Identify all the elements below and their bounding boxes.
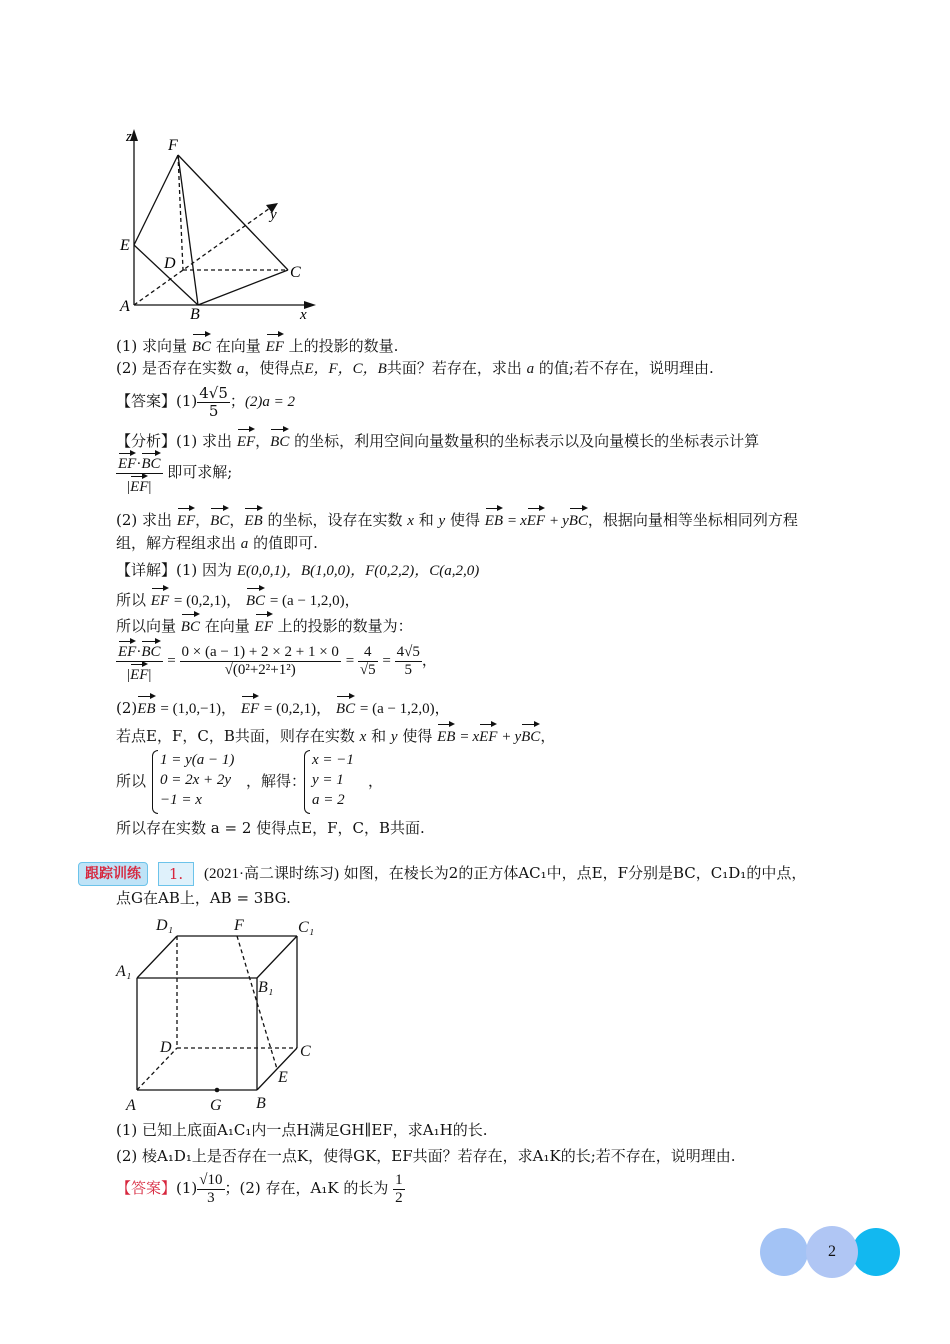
proj-r2-den: 5	[404, 661, 412, 678]
answer-fraction	[197, 385, 230, 420]
label-y: y	[270, 207, 277, 223]
proj-r1-num: 4	[358, 644, 378, 662]
detail-coords: E(0,0,1)，B(1,0,0)，F(0,2,2)，C(a,2,0)	[236, 563, 480, 579]
analysis-l3a: (2) 求出	[116, 511, 173, 529]
practice-answer-label: 【答案】	[116, 1179, 177, 1197]
analysis-comma: ，	[255, 432, 271, 450]
label-z: z	[126, 129, 132, 145]
vector-bc: BC	[569, 506, 588, 531]
label-F: F	[168, 137, 178, 154]
detail-l6b: 使得	[402, 727, 433, 745]
practice-source: (2021·高二课时练习)	[204, 866, 339, 882]
vector-bc: BC	[192, 332, 211, 357]
vector-ef: EF	[255, 612, 273, 637]
detail-l3-post: 上的投影的数量为：	[277, 617, 413, 635]
label-C1: C₁	[298, 919, 315, 936]
vector-ef: EF	[527, 506, 545, 531]
proj-r1-den: √5	[359, 661, 376, 678]
detail-bc-value2: = (a − 1,2,0)，	[359, 701, 450, 717]
var-y: y	[438, 513, 446, 529]
practice-ans-frac2	[393, 1172, 405, 1207]
proj-den: √(0²+2²+1²)	[224, 661, 296, 678]
practice-answer	[116, 1166, 405, 1210]
system-solution	[312, 750, 354, 810]
var-a: a	[240, 536, 249, 552]
detail-l1: (1) 因为	[176, 561, 233, 579]
answer-label: 【答案】	[116, 392, 177, 410]
vector-ef: EF	[479, 722, 497, 747]
q1-part2-tail: 共面？若存在，求出	[386, 359, 522, 377]
vector-bc: BC	[336, 694, 355, 719]
equation-3: −1 = x	[160, 792, 202, 808]
system-equations	[160, 750, 234, 810]
var-x: x	[520, 513, 527, 529]
detail-bc-value: = (a − 1,2,0)，	[269, 593, 360, 609]
detail-l5-pre: (2)	[116, 699, 138, 717]
answer-frac-den: 5	[208, 401, 219, 420]
detail-l3-mid: 在向量	[204, 617, 250, 635]
answer-p2: (2)a = 2	[244, 394, 296, 410]
detail-l2-pre: 所以	[116, 591, 147, 609]
detail-eb-value: = (1,0,−1)，	[160, 701, 237, 717]
vector-bc: BC	[141, 639, 160, 661]
detail-line-6: 若点E，F，C，B共面，则存在实数 x 和 y 使得 EB = xEF + yBC，	[116, 722, 555, 747]
vector-bc: BC	[270, 427, 289, 452]
solution-x: x = −1	[312, 752, 354, 768]
equation-2: 0 = 2x + 2y	[160, 772, 232, 788]
var-y: y	[390, 729, 398, 745]
label-D: D	[160, 1039, 172, 1056]
system-mid: ，解得：	[246, 772, 307, 790]
analysis-l3c: 使得	[449, 511, 480, 529]
figure-tetrahedron	[110, 125, 325, 320]
equation-1: 1 = y(a − 1)	[160, 752, 235, 768]
label-E: E	[120, 237, 130, 254]
analysis-l3d: ，根据向量相等坐标相同列方程	[587, 511, 798, 529]
label-C: C	[300, 1043, 311, 1060]
vector-ef: EF	[237, 427, 255, 452]
detail-projection-formula: $\frac{EF\cdot BC}{|EF|}$ = $\frac{0 \times (a - 1) + 2 \times 2 + 1 \times 0}{\text{√(0²+2²+1²)}}$ = $\frac{4}{√5}$ = $\frac{4√5}{5}$ ，	[116, 636, 437, 685]
answer-1	[116, 383, 295, 420]
vector-ef: EF	[151, 586, 169, 611]
var-y: y	[514, 729, 522, 745]
q1-part2-pre: (2) 是否存在实数	[116, 359, 233, 377]
vector-bc: BC	[181, 612, 200, 637]
page-number: 2	[806, 1226, 858, 1278]
analysis-l1a: (1) 求出	[176, 432, 233, 450]
analysis-l3b: 的坐标，设存在实数	[267, 511, 403, 529]
label-D: D	[164, 255, 176, 272]
practice-text1: 如图，在棱长为2的正方体AC₁中，点E，F分别是BC，C₁D₁的中点，	[343, 864, 807, 882]
var-x: x	[359, 729, 367, 745]
vector-ef: EF	[118, 451, 136, 473]
detail-line-1	[116, 560, 479, 581]
q1-part2-a2: a	[526, 361, 535, 377]
label-G: G	[210, 1097, 222, 1114]
vector-eb: EB	[485, 506, 503, 531]
system-brace	[152, 750, 158, 814]
y-axis-hidden	[134, 208, 270, 305]
vector-ef: EF	[130, 662, 148, 684]
label-A: A	[120, 298, 130, 315]
page-deco-right	[852, 1228, 900, 1276]
vector-bc: BC	[141, 451, 160, 473]
proj-num: 0 × (a − 1) + 2 × 2 + 1 × 0	[181, 643, 339, 660]
proj-frac-1: $\frac{EF\cdot BC}{|EF|}$	[116, 639, 163, 684]
solution-y: y = 1	[312, 772, 344, 788]
analysis-and: 和	[418, 511, 434, 529]
detail-l6: 若点E，F，C，B共面，则存在实数	[116, 727, 355, 745]
system-prefix: 所以	[116, 772, 147, 790]
edge-C1B1	[257, 936, 297, 978]
vector-eb: EB	[437, 722, 455, 747]
detail-ef-value2: = (0,2,1)，	[263, 701, 332, 717]
vector-bc: BC	[521, 722, 540, 747]
analysis-l4b: 的值即可.	[253, 534, 318, 552]
label-F: F	[234, 917, 244, 934]
page-deco-left	[760, 1228, 808, 1276]
proj-r2-num: 4√5	[396, 643, 420, 660]
practice-ans-mid: ；(2) 存在，A₁K 的长为	[224, 1179, 389, 1197]
q1-part2-points: E，F，C，B	[304, 361, 387, 377]
practice-text2: 点G在AB上，AB = 3BG.	[116, 889, 291, 907]
proj-frac-2	[180, 644, 341, 679]
question-part-1	[116, 332, 398, 357]
ans-num2: 1	[395, 1171, 403, 1188]
proj-frac-3	[358, 644, 378, 679]
comma: ，	[229, 511, 245, 529]
practice-question-1: (1) 已知上底面A₁C₁内一点H满足GH∥EF，求A₁H的长.	[116, 1121, 488, 1139]
detail-line-5	[116, 694, 450, 719]
detail-line-3	[116, 612, 413, 637]
label-x: x	[300, 307, 307, 320]
answer-frac-num: 4√5	[199, 383, 228, 402]
vector-ef: EF	[118, 639, 136, 661]
practice-ans-p1: (1)	[176, 1179, 198, 1197]
q1-part2-tail2: 的值;若不存在，说明理由.	[538, 359, 714, 377]
comma: ，	[195, 511, 211, 529]
var-y: y	[562, 513, 569, 529]
practice-badge: 跟踪训练	[78, 862, 148, 886]
practice-text-1	[204, 863, 806, 884]
ans-den2: 2	[395, 1189, 403, 1206]
vector-ef: EF	[177, 506, 195, 531]
analysis-l2-tail: 即可求解;	[167, 463, 233, 481]
label-E: E	[278, 1069, 288, 1086]
analysis-line-3: (2) 求出 EF，BC，EB 的坐标，设存在实数 x 和 y 使得 EB = xEF + yBC，根据向量相等坐标相同列方程	[116, 506, 798, 531]
analysis-fraction: $\frac{EF\cdot BC}{|EF|}$	[116, 451, 163, 496]
vector-eb: EB	[244, 506, 262, 531]
proj-frac-4	[395, 644, 422, 679]
vector-bc: BC	[246, 586, 265, 611]
q1-part1-mid: 在向量	[215, 337, 261, 355]
analysis-l4: 组，解方程组求出	[116, 534, 237, 552]
label-A1: A₁	[116, 963, 132, 980]
label-C: C	[290, 264, 301, 281]
vector-eb: EB	[137, 694, 155, 719]
solution-tail: ，	[368, 772, 384, 790]
detail-line-2	[116, 586, 360, 611]
vector-ef: EF	[266, 332, 284, 357]
label-B: B	[256, 1095, 266, 1112]
label-A: A	[126, 1097, 136, 1114]
ans-den: 3	[207, 1189, 215, 1206]
edge-A1D1	[137, 936, 177, 978]
q1-part2-post: ，使得点	[244, 359, 305, 377]
point-G	[215, 1088, 220, 1093]
edge-EB	[134, 245, 198, 305]
solution-brace	[304, 750, 310, 814]
analysis-line-4	[116, 533, 318, 554]
edge-FB	[178, 155, 198, 305]
vector-bc: BC	[210, 506, 229, 531]
edge-BC	[198, 270, 288, 305]
and: 和	[371, 727, 387, 745]
var-x: x	[472, 729, 480, 745]
detail-ef-value: = (0,2,1)，	[173, 593, 242, 609]
q1-part1-post: 上的投影的数量.	[288, 337, 399, 355]
detail-label: 【详解】	[116, 561, 177, 579]
practice-number: 1.	[158, 862, 194, 886]
q1-part2-a: a	[236, 361, 245, 377]
analysis-label: 【分析】	[116, 432, 177, 450]
answer-sep: ；	[229, 392, 245, 410]
edge-FE	[134, 155, 178, 245]
vector-ef: EF	[130, 474, 148, 496]
var-x: x	[407, 513, 414, 529]
figure-cube	[112, 910, 332, 1115]
analysis-line-2	[116, 450, 232, 496]
question-part-2	[116, 358, 714, 379]
ans-num: √10	[199, 1171, 223, 1188]
detail-conclusion: 所以存在实数 a = 2 使得点E，F，C，B共面.	[116, 819, 425, 837]
q1-part1-pre: (1) 求向量	[116, 337, 188, 355]
detail-l3-pre: 所以向量	[116, 617, 177, 635]
analysis-line-1	[116, 427, 759, 452]
practice-ans-frac	[197, 1172, 224, 1207]
label-B: B	[190, 306, 200, 320]
label-B1: B₁	[258, 979, 274, 996]
practice-question-2: (2) 棱A₁D₁上是否存在一点K，使得GK，EF共面？若存在，求A₁K的长;若不存在，说明理由.	[116, 1147, 736, 1165]
answer-p1: (1)	[176, 392, 198, 410]
label-D1: D₁	[156, 917, 174, 934]
solution-a: a = 2	[312, 792, 345, 808]
analysis-l1b: 的坐标，利用空间向量数量积的坐标表示以及向量模长的坐标表示计算	[294, 432, 760, 450]
edge-BC	[257, 1048, 297, 1090]
vector-ef: EF	[241, 694, 259, 719]
